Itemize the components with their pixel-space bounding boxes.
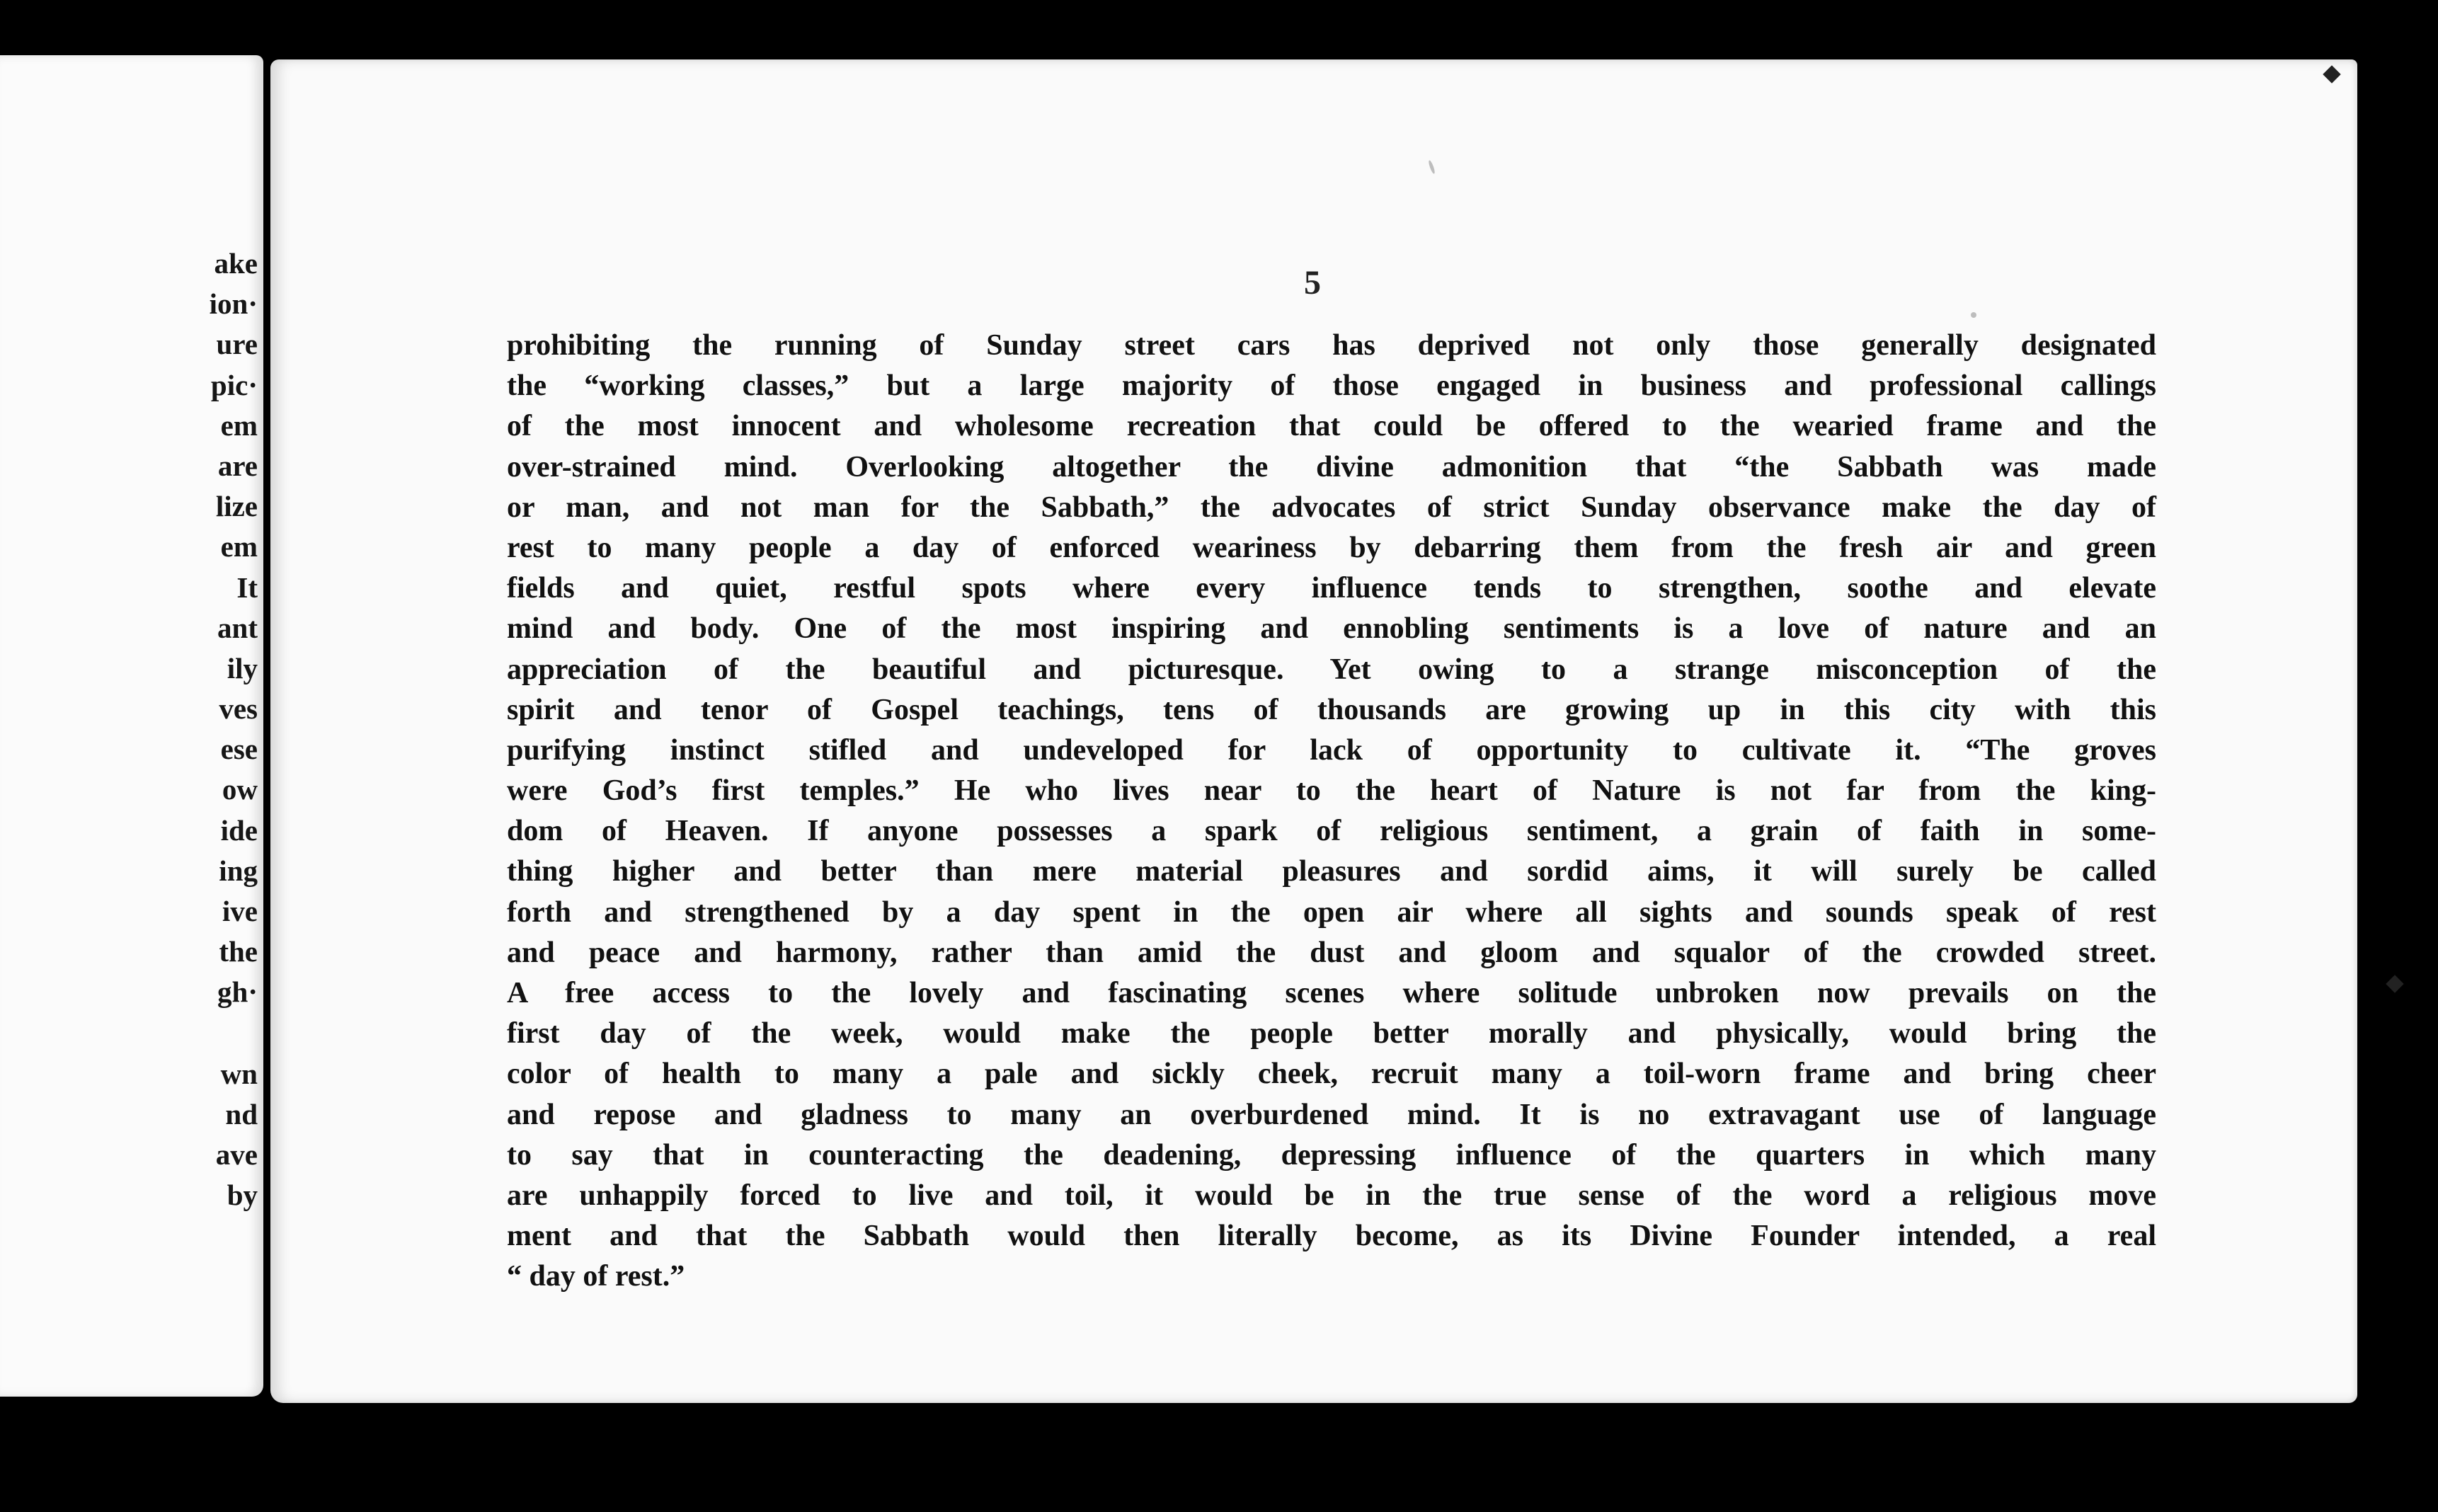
- text-line: forth and strengthened by a day spent in the open air where all sights and sounds speak of rest: [507, 895, 2156, 929]
- text-line: or man, and not man for the Sabbath,” the advocates of strict Sunday observance make the day of: [507, 491, 2156, 524]
- left-fragment-line: ily: [227, 651, 258, 685]
- left-fragment-line: ive: [222, 895, 258, 927]
- left-page-text-fragments: [159, 244, 258, 1215]
- text-line: are unhappily forced to live and toil, it would be in the true sense of the word a religious move: [507, 1179, 2156, 1212]
- text-line: rest to many people a day of enforced weariness by debarring them from the fresh air and green: [507, 531, 2156, 564]
- page-number: 5: [1304, 264, 1321, 302]
- text-line: over-strained mind. Overlooking altogether the divine admonition that “the Sabbath was made: [507, 450, 2156, 483]
- text-line: of the most innocent and wholesome recreation that could be offered to the wearied frame and the: [507, 410, 2156, 443]
- main-page: [270, 59, 2357, 1403]
- left-fragment-line: ave: [215, 1138, 258, 1171]
- left-fragment-line: pic·: [210, 368, 258, 401]
- left-fragment-line: ide: [220, 813, 258, 847]
- left-fragment-gap: [159, 1013, 258, 1054]
- text-line: color of health to many a pale and sickly cheek, recruit many a toil-worn frame and bring cheer: [507, 1058, 2156, 1091]
- text-line: purifying instinct stifled and undeveloped for lack of opportunity to cultivate it. “The groves: [507, 733, 2156, 767]
- text-line: and repose and gladness to many an overburdened mind. It is no extravagant use of language: [507, 1098, 2156, 1131]
- left-fragment-line: lize: [215, 490, 258, 523]
- scan-dust-speck: [1428, 160, 1436, 175]
- left-fragment-line: ves: [219, 692, 258, 726]
- scan-edge-mark: [2386, 975, 2403, 992]
- left-fragment-line: nd: [225, 1097, 258, 1130]
- left-fragment-line: gh·: [217, 975, 258, 1009]
- text-line: spirit and tenor of Gospel teachings, tens of thousands are growing up in this city with this: [507, 693, 2156, 726]
- text-line: prohibiting the running of Sunday street cars has deprived not only those generally designated: [507, 329, 2156, 362]
- text-line: were God’s first temples.” He who lives near to the heart of Nature is not far from the king-: [507, 774, 2156, 808]
- left-fragment-line: ese: [220, 733, 258, 766]
- left-fragment-line: ant: [217, 611, 258, 644]
- text-line: appreciation of the beautiful and picturesque. Yet owing to a strange misconception of the: [507, 653, 2156, 686]
- text-line: thing higher and better than mere material pleasures and sordid aims, it will surely be called: [507, 855, 2156, 888]
- text-line: A free access to the lovely and fascinating scenes where solitude unbroken now prevails on the: [507, 977, 2156, 1009]
- left-fragment-line: ow: [222, 773, 258, 806]
- text-line: mind and body. One of the most inspiring and ennobling sentiments is a love of nature and an: [507, 612, 2156, 646]
- left-fragment-line: em: [220, 530, 258, 563]
- left-fragment-line: ing: [219, 854, 258, 887]
- text-line-final: “ day of rest.”: [507, 1260, 685, 1293]
- scan-dust-speck: [1971, 312, 1976, 318]
- left-fragment-line: ake: [214, 247, 258, 280]
- left-fragment-line: em: [220, 408, 258, 442]
- left-page-edge: [0, 55, 263, 1397]
- left-fragment-line: the: [219, 935, 258, 968]
- text-line: first day of the week, would make the people better morally and physically, would bring the: [507, 1017, 2156, 1050]
- text-line: fields and quiet, restful spots where every influence tends to strengthen, soothe and elevate: [507, 572, 2156, 605]
- text-line: and peace and harmony, rather than amid the dust and gloom and squalor of the crowded street.: [507, 936, 2156, 969]
- left-fragment-line: ure: [216, 328, 258, 361]
- text-line: the “working classes,” but a large majority of those engaged in business and professional callings: [507, 370, 2156, 403]
- left-fragment-line: It: [236, 571, 258, 604]
- left-fragment-line: wn: [220, 1057, 258, 1090]
- left-fragment-line: by: [227, 1179, 258, 1212]
- text-line: ment and that the Sabbath would then literally become, as its Divine Founder intended, a real: [507, 1220, 2156, 1253]
- left-fragment-line: ion·: [209, 287, 258, 321]
- page-body-text: [507, 326, 2156, 1298]
- text-line: dom of Heaven. If anyone possesses a spark of religious sentiment, a grain of faith in some-: [507, 815, 2156, 848]
- left-fragment-line: are: [217, 449, 258, 482]
- text-line: to say that in counteracting the deadening, depressing influence of the quarters in which many: [507, 1138, 2156, 1172]
